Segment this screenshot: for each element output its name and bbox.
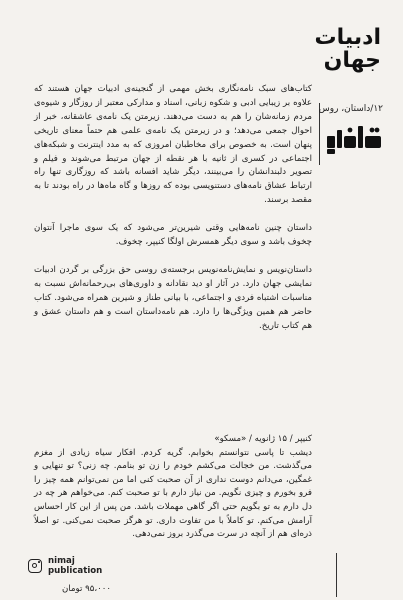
publisher-name-line1: nimaj <box>48 556 75 566</box>
series-title-line2: جهان <box>323 48 381 73</box>
series-title-line1: ادبیات <box>314 25 381 50</box>
excerpt-heading: کنیپر / ۱۵ ژانویه / «مسکو» <box>214 434 312 444</box>
series-number: ۱۲/داستان، روس <box>318 104 383 114</box>
blurb <box>34 83 312 334</box>
excerpt-text: دیشب تا پاسی نتوانستم بخوابم. گریه کردم. افکار سیاه زیادی از مغزم می‌گذشت. من خجالت می‌کشم خودم را زن تو بنامم. چه زنی؟ تو تنهایی و غمگین، می‌دانم دوست نداری از آن صحبت کنی اما من نمی‌توانم همه چیز را فرو بخورم و چیزی نگویم. من نیاز دارم با تو صحبت کنم. می‌خواهم هر چه در دل دارم به تو بگویم حتی اگر گاهی مهملات باشد. من پس از این کار احساس آرامش می‌کنم. تو کاملاً با من تفاوت داری. تو هرگز صحبت نمی‌کنی. تو اصلاً ذره‌ای هم از آنچه در سرت می‌گذرد بروز نمی‌دهی. <box>34 447 312 540</box>
divider-line-bottom <box>336 553 337 597</box>
price-label: ۹۵،۰۰۰ تومان <box>62 584 111 594</box>
publisher-name-line2: publication <box>48 566 103 576</box>
blurb-paragraph-1: کتاب‌های سبک نامه‌نگاری بخش مهمی از گنجینه‌ی ادبیات جهان هستند که علاوه بر زیبایی ادبی و شکوه زبانی، اسناد و مدارکی معتبر از روزگار و شیوه‌ی مردم زمانه‌شان را هم به دست می‌دهند. زیرمتن یک نامه‌ی عاشقانه، خبر از احوال جمعی می‌دهد؛ و در زیرمتن یک نامه‌ی علمی هم حتماً معنای تاریخی پنهان است. به خصوص برای مخاطبان امروزی که به مدد اینترنت و شبکه‌های اجتماعی در کسری از ثانیه با هر نقطه از جهان مرتبط می‌شوند و فیلم و تصویر دلبندانشان را می‌بینند، دیگر شاید افسانه باشد که روزگاری تنها راه ارتباط عشاق نامه‌های دستنویسی بوده که روزها و گاه ماه‌ها در راه بودند تا به مقصد برسند. <box>34 84 312 206</box>
blurb-paragraph-2: داستان چنین نامه‌هایی وقتی شیرین‌تر می‌شود که یک سوی ماجرا آنتوان چخوف باشد و سوی دیگر همسرش اولگا کنیپر، چخوف. <box>34 223 312 248</box>
publisher-logo <box>325 122 385 156</box>
letter-excerpt <box>34 433 312 542</box>
publisher-name <box>48 556 102 576</box>
instagram-icon <box>28 559 42 573</box>
blurb-paragraph-3: داستان‌نویس و نمایش‌نامه‌نویس برجسته‌ی روسی حق بزرگی بر گردن ادبیات نمایشی جهان دارد. در آثار او دید نقادانه و داوری‌های بی‌رحمانه‌اش نسبت به مناسبات اشتباه فردی و اجتماعی، با بیانی طناز و شیرین همراه می‌شود. کتاب حاضر هم همین ویژگی‌ها را دارد. هم نامه‌داستان است و هم داستان عشق و هم کتاب تاریخ. <box>34 264 312 331</box>
series-title <box>315 26 381 72</box>
publisher-social <box>28 556 102 576</box>
logo-text: نیماژ <box>325 122 327 123</box>
